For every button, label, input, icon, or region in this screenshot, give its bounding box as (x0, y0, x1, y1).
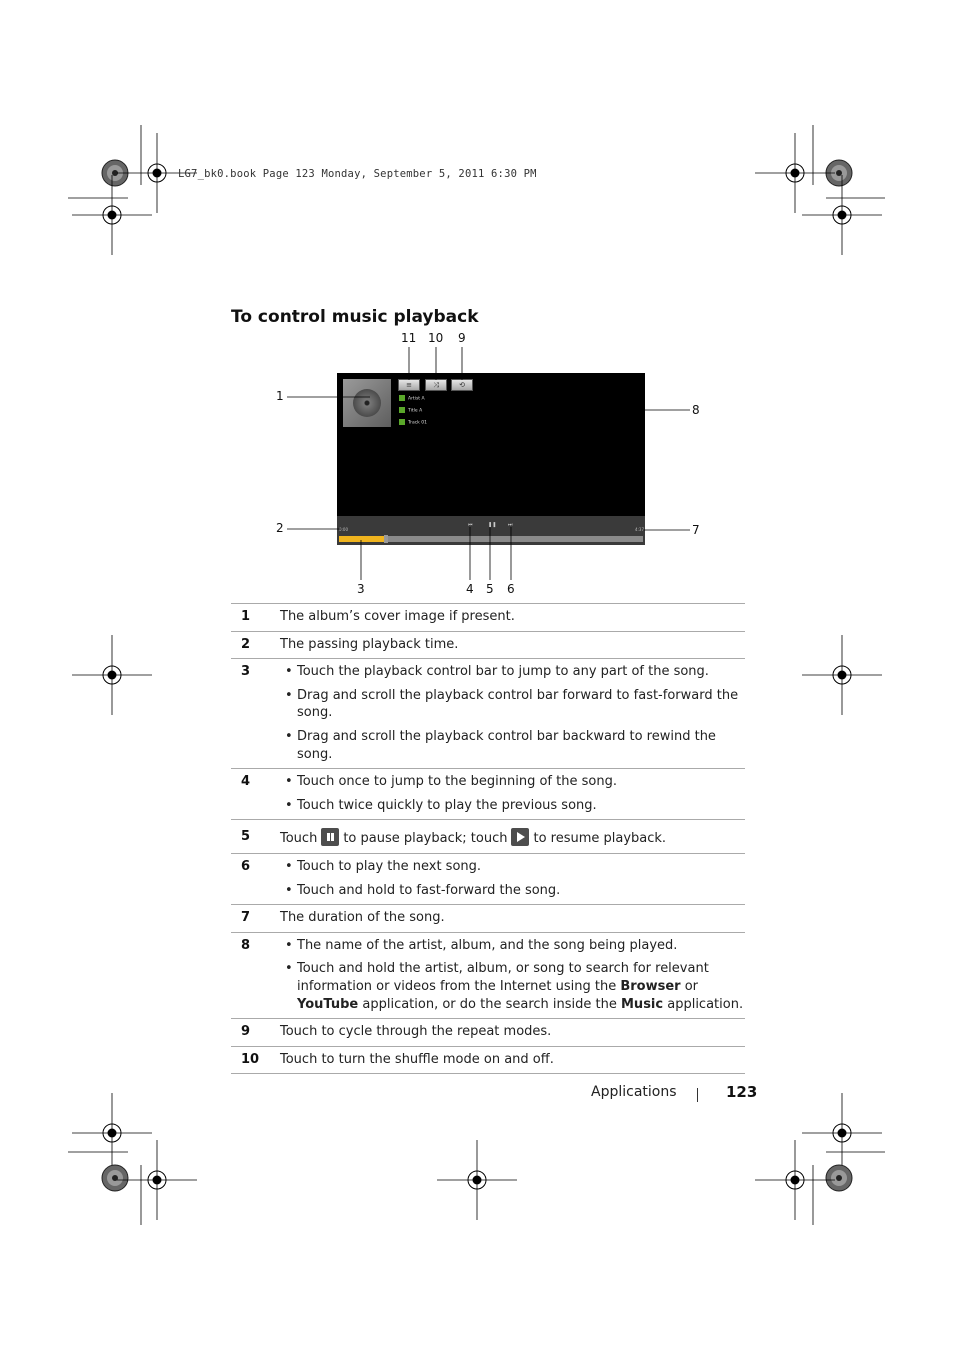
track-artist[interactable]: Artist A (399, 395, 425, 402)
shuffle-icon: ⤨ (433, 381, 439, 389)
crosshair-icon (72, 1093, 152, 1173)
row-text: Touch to turn the shuffle mode on and off. (280, 1046, 745, 1074)
play-icon (511, 828, 529, 846)
browser-app-name: Browser (620, 978, 681, 994)
callout-10: 10 (428, 331, 444, 345)
table-row (231, 905, 745, 933)
callout-3: 3 (357, 582, 365, 596)
footer-divider (697, 1088, 698, 1102)
print-header: LG7_bk0.book Page 123 Monday, September 5, 2011 6:30 PM (178, 168, 537, 180)
callout-1: 1 (276, 389, 284, 403)
star-mark-icon (102, 1165, 128, 1191)
table-row (231, 631, 745, 659)
list-item: • Drag and scroll the playback control bar backward to rewind the song. (280, 728, 745, 763)
list-item: • Touch and hold the artist, album, or song to search for relevant information or videos from the Internet using the Browser or YouTube application, or do the search inside the Music application. (280, 960, 745, 1013)
callout-2: 2 (276, 521, 284, 535)
list-item: • Drag and scroll the playback control bar forward to fast-forward the song. (280, 687, 745, 722)
list-item: • Touch the playback control bar to jump to any part of the song. (280, 663, 745, 681)
previous-icon: ⏮ (468, 522, 473, 528)
pause-icon: ❚❚ (488, 522, 497, 528)
table-row (231, 853, 745, 904)
callout-4: 4 (466, 582, 474, 596)
list-item: • Touch twice quickly to play the previous song. (280, 797, 745, 815)
row-text: Touch to cycle through the repeat modes. (280, 1019, 745, 1047)
callout-9: 9 (458, 331, 466, 345)
row-number: 9 (231, 1019, 280, 1047)
pause-icon (321, 828, 339, 846)
crosshair-icon (802, 1093, 882, 1173)
music-app-name: Music (621, 996, 664, 1012)
table-row (231, 1019, 745, 1047)
row-text: Touch to pause playback; touch to resume playback. (280, 820, 745, 854)
callout-6: 6 (507, 582, 515, 596)
row-number: 1 (231, 604, 280, 632)
repeat-icon: ⟲ (459, 381, 465, 389)
table-row (231, 769, 745, 820)
row-number: 7 (231, 905, 280, 933)
table-row (231, 659, 745, 769)
callout-5: 5 (486, 582, 494, 596)
row-number: 5 (231, 820, 280, 854)
footer-section: Applications (591, 1084, 677, 1100)
callout-11: 11 (401, 331, 417, 345)
list-icon: ≡ (406, 381, 412, 389)
row-number: 8 (231, 932, 280, 1018)
section-title: To control music playback (231, 307, 479, 327)
track-title[interactable]: Title A (399, 407, 422, 414)
row-text: The album’s cover image if present. (280, 604, 745, 632)
list-item: • Touch once to jump to the beginning of the song. (280, 773, 745, 791)
star-mark-icon (826, 1165, 852, 1191)
table-row (231, 820, 745, 854)
list-item: • Touch and hold to fast-forward the song. (280, 882, 745, 900)
elapsed-time: 0:00 (339, 527, 348, 532)
row-number: 6 (231, 853, 280, 904)
crosshair-icon (755, 1140, 835, 1220)
row-text: The duration of the song. (280, 905, 745, 933)
callout-description-table (231, 603, 745, 1074)
next-icon: ⏭ (508, 522, 513, 528)
table-row (231, 932, 745, 1018)
crosshair-icon (437, 1140, 517, 1220)
track-song[interactable]: Track 01 (399, 419, 427, 426)
row-number: 3 (231, 659, 280, 769)
table-row (231, 1046, 745, 1074)
row-number: 10 (231, 1046, 280, 1074)
duration-time: 4:37 (635, 527, 644, 532)
page-number: 123 (726, 1083, 758, 1101)
callout-8: 8 (692, 403, 700, 417)
row-number: 2 (231, 631, 280, 659)
youtube-app-name: YouTube (297, 996, 359, 1012)
list-item: • The name of the artist, album, and the song being played. (280, 937, 745, 955)
callout-7: 7 (692, 523, 700, 537)
crosshair-icon (117, 1140, 197, 1220)
table-row (231, 604, 745, 632)
row-text: The passing playback time. (280, 631, 745, 659)
row-number: 4 (231, 769, 280, 820)
list-item: • Touch to play the next song. (280, 858, 745, 876)
